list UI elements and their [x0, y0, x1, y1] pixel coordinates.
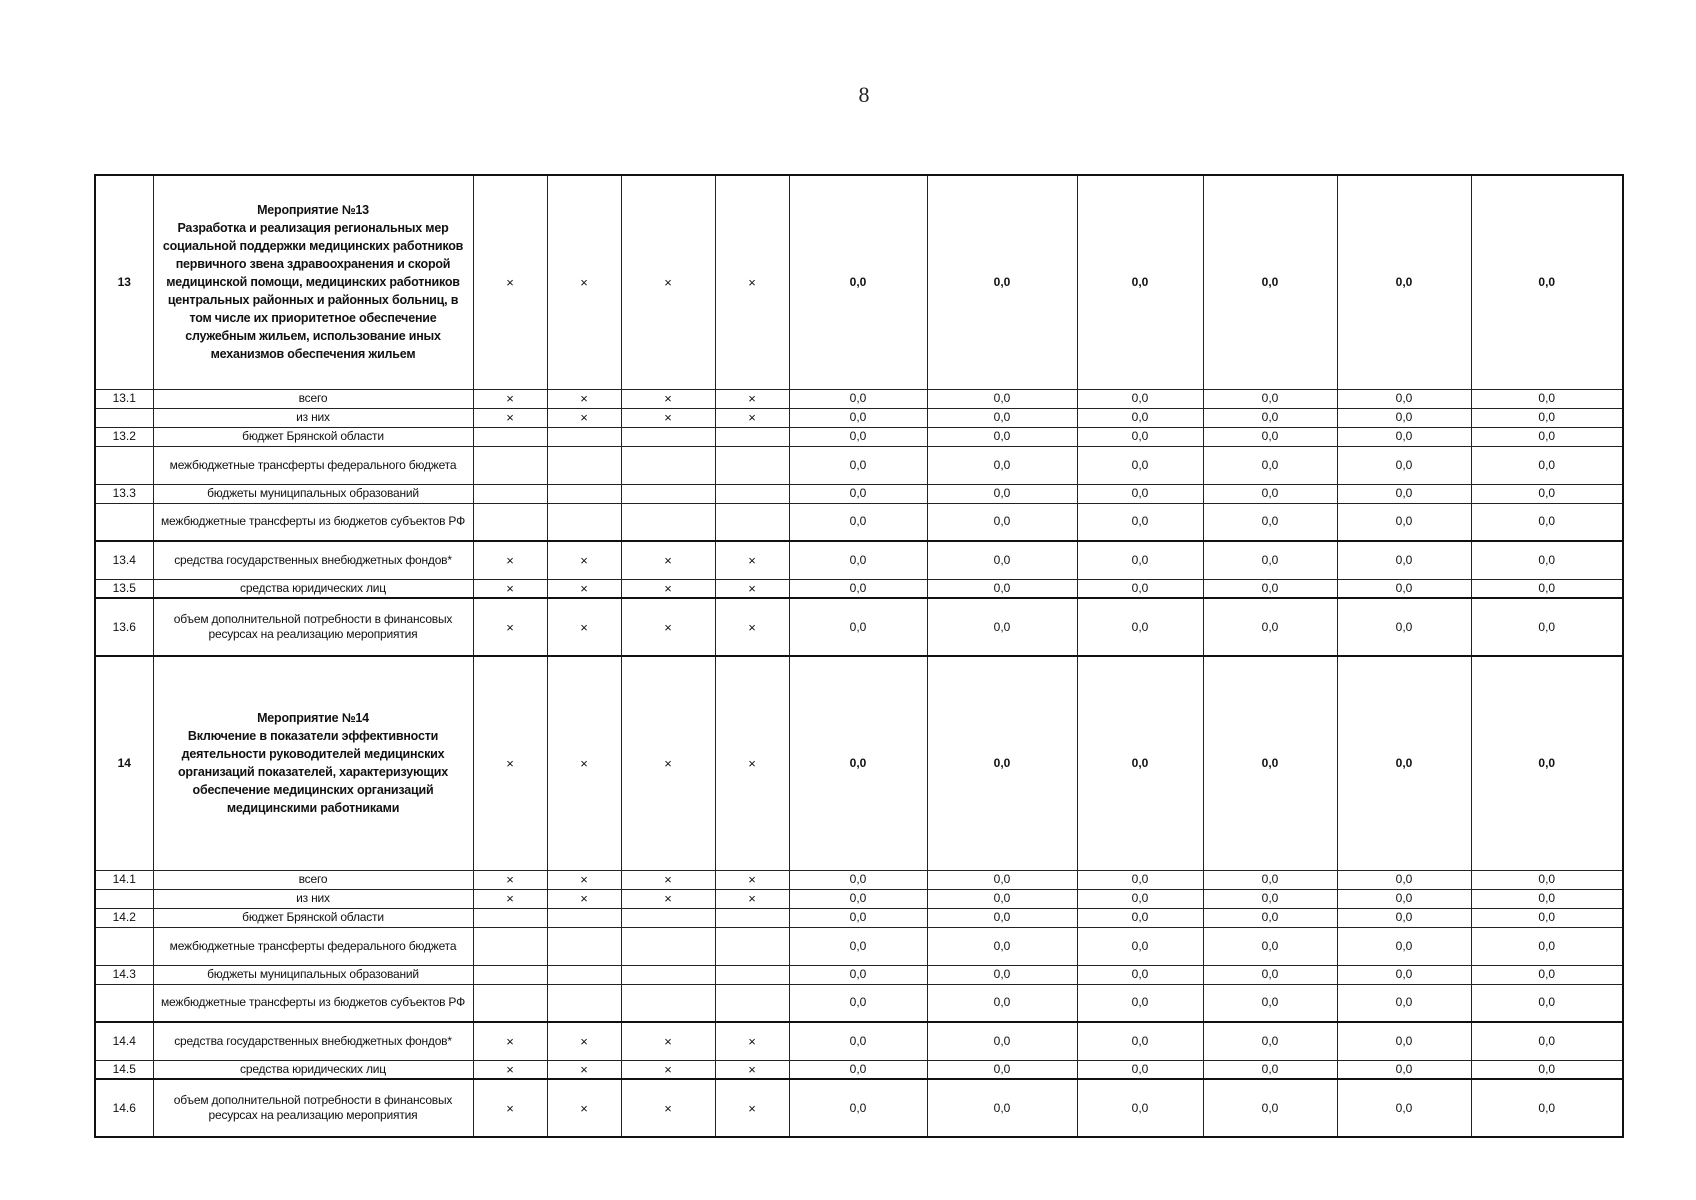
amount-cell: 0,0 [1471, 889, 1623, 908]
amount-cell: 0,0 [1337, 408, 1471, 427]
table-row [95, 1060, 1623, 1079]
amount-cell: 0,0 [1203, 908, 1337, 927]
table-row [95, 427, 1623, 446]
funding-source-label: средства юридических лиц [153, 1060, 473, 1079]
amount-cell: 0,0 [789, 889, 927, 908]
not-applicable-mark: × [547, 870, 621, 889]
not-applicable-mark [621, 927, 715, 965]
amount-cell: 0,0 [789, 927, 927, 965]
funding-source-label: бюджет Брянской области [153, 908, 473, 927]
amount-cell: 0,0 [1077, 870, 1203, 889]
amount-cell: 0,0 [1471, 965, 1623, 984]
not-applicable-mark: × [473, 1079, 547, 1137]
not-applicable-mark: × [473, 656, 547, 870]
funding-source-label: бюджеты муниципальных образований [153, 484, 473, 503]
amount-cell: 0,0 [1203, 484, 1337, 503]
amount-cell: 0,0 [789, 408, 927, 427]
row-number: 14 [95, 656, 153, 870]
amount-cell: 0,0 [927, 503, 1077, 541]
amount-cell: 0,0 [1077, 1079, 1203, 1137]
not-applicable-mark [547, 908, 621, 927]
amount-cell: 0,0 [1471, 446, 1623, 484]
amount-cell: 0,0 [1337, 427, 1471, 446]
not-applicable-mark [621, 908, 715, 927]
amount-cell: 0,0 [1077, 446, 1203, 484]
amount-cell: 0,0 [927, 889, 1077, 908]
amount-cell: 0,0 [1471, 427, 1623, 446]
row-number: 14.1 [95, 870, 153, 889]
row-number: 14.3 [95, 965, 153, 984]
amount-cell: 0,0 [1203, 1022, 1337, 1060]
not-applicable-mark: × [473, 889, 547, 908]
table-body [95, 175, 1623, 1137]
amount-cell: 0,0 [1337, 598, 1471, 656]
not-applicable-mark: × [715, 1022, 789, 1060]
not-applicable-mark: × [621, 1079, 715, 1137]
funding-source-label: межбюджетные трансферты из бюджетов субъектов РФ [153, 503, 473, 541]
not-applicable-mark: × [473, 408, 547, 427]
not-applicable-mark [473, 503, 547, 541]
amount-cell: 0,0 [789, 1079, 927, 1137]
table-row [95, 984, 1623, 1022]
amount-cell: 0,0 [789, 427, 927, 446]
amount-cell: 0,0 [927, 484, 1077, 503]
not-applicable-mark [621, 503, 715, 541]
amount-cell: 0,0 [1337, 541, 1471, 579]
budget-table [94, 174, 1624, 1138]
table-row [95, 503, 1623, 541]
amount-cell: 0,0 [1077, 984, 1203, 1022]
not-applicable-mark: × [473, 870, 547, 889]
amount-cell: 0,0 [789, 503, 927, 541]
amount-cell: 0,0 [1471, 1060, 1623, 1079]
amount-cell: 0,0 [1077, 503, 1203, 541]
not-applicable-mark: × [473, 1060, 547, 1079]
activity-header-row [95, 175, 1623, 389]
amount-cell: 0,0 [1203, 503, 1337, 541]
table-row [95, 389, 1623, 408]
amount-cell: 0,0 [1077, 598, 1203, 656]
not-applicable-mark: × [715, 1079, 789, 1137]
amount-cell: 0,0 [1203, 965, 1337, 984]
funding-source-label: всего [153, 389, 473, 408]
not-applicable-mark: × [621, 408, 715, 427]
amount-cell: 0,0 [1203, 408, 1337, 427]
amount-cell: 0,0 [789, 598, 927, 656]
not-applicable-mark: × [547, 389, 621, 408]
not-applicable-mark: × [621, 175, 715, 389]
amount-cell: 0,0 [1203, 175, 1337, 389]
amount-cell: 0,0 [1203, 870, 1337, 889]
amount-cell: 0,0 [927, 656, 1077, 870]
not-applicable-mark: × [621, 1060, 715, 1079]
row-number [95, 889, 153, 908]
not-applicable-mark: × [715, 389, 789, 408]
table-row [95, 446, 1623, 484]
not-applicable-mark: × [715, 175, 789, 389]
row-number: 14.5 [95, 1060, 153, 1079]
table-row [95, 541, 1623, 579]
row-number: 13 [95, 175, 153, 389]
table-row [95, 598, 1623, 656]
not-applicable-mark: × [715, 598, 789, 656]
not-applicable-mark [547, 965, 621, 984]
page-number: 8 [858, 82, 870, 107]
amount-cell: 0,0 [1077, 889, 1203, 908]
amount-cell: 0,0 [1337, 927, 1471, 965]
amount-cell: 0,0 [927, 389, 1077, 408]
amount-cell: 0,0 [789, 579, 927, 598]
amount-cell: 0,0 [1471, 1022, 1623, 1060]
amount-cell: 0,0 [927, 598, 1077, 656]
not-applicable-mark: × [547, 889, 621, 908]
not-applicable-mark [547, 927, 621, 965]
not-applicable-mark: × [547, 175, 621, 389]
amount-cell: 0,0 [1337, 175, 1471, 389]
amount-cell: 0,0 [927, 541, 1077, 579]
not-applicable-mark: × [621, 579, 715, 598]
amount-cell: 0,0 [1077, 389, 1203, 408]
amount-cell: 0,0 [927, 870, 1077, 889]
amount-cell: 0,0 [927, 1022, 1077, 1060]
not-applicable-mark [473, 927, 547, 965]
amount-cell: 0,0 [1471, 908, 1623, 927]
funding-source-label: межбюджетные трансферты федерального бюджета [153, 446, 473, 484]
amount-cell: 0,0 [1337, 656, 1471, 870]
activity-header-row [95, 656, 1623, 870]
not-applicable-mark: × [473, 579, 547, 598]
amount-cell: 0,0 [789, 870, 927, 889]
amount-cell: 0,0 [1337, 889, 1471, 908]
amount-cell: 0,0 [1337, 446, 1471, 484]
amount-cell: 0,0 [1077, 927, 1203, 965]
not-applicable-mark: × [621, 389, 715, 408]
amount-cell: 0,0 [927, 175, 1077, 389]
funding-source-label: бюджет Брянской области [153, 427, 473, 446]
not-applicable-mark [547, 984, 621, 1022]
amount-cell: 0,0 [1077, 408, 1203, 427]
amount-cell: 0,0 [1337, 503, 1471, 541]
not-applicable-mark: × [547, 408, 621, 427]
amount-cell: 0,0 [789, 965, 927, 984]
amount-cell: 0,0 [1471, 503, 1623, 541]
amount-cell: 0,0 [1471, 927, 1623, 965]
not-applicable-mark [473, 446, 547, 484]
not-applicable-mark [715, 484, 789, 503]
row-number: 13.6 [95, 598, 153, 656]
amount-cell: 0,0 [1337, 484, 1471, 503]
amount-cell: 0,0 [1203, 889, 1337, 908]
amount-cell: 0,0 [1203, 656, 1337, 870]
not-applicable-mark [715, 908, 789, 927]
amount-cell: 0,0 [927, 408, 1077, 427]
not-applicable-mark [547, 484, 621, 503]
row-number: 14.6 [95, 1079, 153, 1137]
amount-cell: 0,0 [1203, 927, 1337, 965]
funding-source-label: средства юридических лиц [153, 579, 473, 598]
row-number [95, 984, 153, 1022]
amount-cell: 0,0 [1077, 656, 1203, 870]
funding-source-label: средства государственных внебюджетных фондов* [153, 541, 473, 579]
not-applicable-mark: × [547, 579, 621, 598]
amount-cell: 0,0 [1077, 1022, 1203, 1060]
not-applicable-mark: × [715, 889, 789, 908]
not-applicable-mark [547, 427, 621, 446]
amount-cell: 0,0 [927, 927, 1077, 965]
funding-source-label: объем дополнительной потребности в финансовых ресурсах на реализацию мероприятия [153, 1079, 473, 1137]
funding-source-label: из них [153, 889, 473, 908]
table-row [95, 1022, 1623, 1060]
amount-cell: 0,0 [789, 1060, 927, 1079]
row-number: 13.5 [95, 579, 153, 598]
amount-cell: 0,0 [1471, 484, 1623, 503]
not-applicable-mark: × [621, 541, 715, 579]
amount-cell: 0,0 [1337, 965, 1471, 984]
not-applicable-mark: × [473, 175, 547, 389]
not-applicable-mark [473, 984, 547, 1022]
row-number [95, 503, 153, 541]
not-applicable-mark: × [715, 579, 789, 598]
amount-cell: 0,0 [1077, 427, 1203, 446]
amount-cell: 0,0 [1077, 965, 1203, 984]
row-number: 13.4 [95, 541, 153, 579]
amount-cell: 0,0 [789, 484, 927, 503]
amount-cell: 0,0 [789, 908, 927, 927]
not-applicable-mark: × [547, 1060, 621, 1079]
amount-cell: 0,0 [1203, 598, 1337, 656]
not-applicable-mark: × [547, 1079, 621, 1137]
not-applicable-mark [715, 427, 789, 446]
amount-cell: 0,0 [927, 446, 1077, 484]
amount-cell: 0,0 [1471, 1079, 1623, 1137]
amount-cell: 0,0 [1203, 579, 1337, 598]
amount-cell: 0,0 [789, 1022, 927, 1060]
amount-cell: 0,0 [1203, 984, 1337, 1022]
not-applicable-mark [473, 484, 547, 503]
amount-cell: 0,0 [789, 656, 927, 870]
amount-cell: 0,0 [1203, 1060, 1337, 1079]
row-number: 13.3 [95, 484, 153, 503]
not-applicable-mark: × [715, 541, 789, 579]
not-applicable-mark: × [715, 656, 789, 870]
amount-cell: 0,0 [1337, 1079, 1471, 1137]
not-applicable-mark: × [547, 598, 621, 656]
row-number: 13.1 [95, 389, 153, 408]
not-applicable-mark: × [621, 1022, 715, 1060]
amount-cell: 0,0 [1077, 175, 1203, 389]
amount-cell: 0,0 [1203, 446, 1337, 484]
table-row [95, 579, 1623, 598]
amount-cell: 0,0 [1077, 908, 1203, 927]
not-applicable-mark: × [547, 541, 621, 579]
amount-cell: 0,0 [789, 446, 927, 484]
amount-cell: 0,0 [1203, 427, 1337, 446]
not-applicable-mark: × [621, 656, 715, 870]
table-row [95, 908, 1623, 927]
not-applicable-mark [473, 908, 547, 927]
funding-source-label: средства государственных внебюджетных фондов* [153, 1022, 473, 1060]
amount-cell: 0,0 [1471, 579, 1623, 598]
funding-source-label: бюджеты муниципальных образований [153, 965, 473, 984]
not-applicable-mark: × [621, 870, 715, 889]
not-applicable-mark [473, 427, 547, 446]
amount-cell: 0,0 [927, 984, 1077, 1022]
amount-cell: 0,0 [1077, 541, 1203, 579]
amount-cell: 0,0 [1203, 389, 1337, 408]
table-row [95, 927, 1623, 965]
amount-cell: 0,0 [1337, 908, 1471, 927]
not-applicable-mark [621, 484, 715, 503]
amount-cell: 0,0 [1471, 870, 1623, 889]
not-applicable-mark [547, 446, 621, 484]
amount-cell: 0,0 [1471, 408, 1623, 427]
row-number [95, 408, 153, 427]
amount-cell: 0,0 [789, 389, 927, 408]
amount-cell: 0,0 [927, 908, 1077, 927]
row-number [95, 446, 153, 484]
amount-cell: 0,0 [1337, 389, 1471, 408]
activity-title: Мероприятие №14 Включение в показатели эффективности деятельности руководителей медицинских организаций показателей, характеризующих обеспечение медицинских организаций медицинскими работниками [153, 656, 473, 870]
not-applicable-mark [621, 984, 715, 1022]
amount-cell: 0,0 [927, 579, 1077, 598]
not-applicable-mark: × [715, 408, 789, 427]
amount-cell: 0,0 [1077, 1060, 1203, 1079]
row-number: 14.4 [95, 1022, 153, 1060]
not-applicable-mark: × [473, 541, 547, 579]
not-applicable-mark: × [715, 870, 789, 889]
not-applicable-mark [715, 984, 789, 1022]
amount-cell: 0,0 [1077, 579, 1203, 598]
amount-cell: 0,0 [789, 175, 927, 389]
row-number: 14.2 [95, 908, 153, 927]
not-applicable-mark: × [473, 1022, 547, 1060]
amount-cell: 0,0 [1337, 984, 1471, 1022]
amount-cell: 0,0 [1471, 598, 1623, 656]
not-applicable-mark: × [621, 889, 715, 908]
amount-cell: 0,0 [927, 427, 1077, 446]
row-number [95, 927, 153, 965]
funding-source-label: из них [153, 408, 473, 427]
not-applicable-mark [547, 503, 621, 541]
amount-cell: 0,0 [1203, 1079, 1337, 1137]
amount-cell: 0,0 [1471, 656, 1623, 870]
table-row [95, 484, 1623, 503]
amount-cell: 0,0 [1077, 484, 1203, 503]
funding-source-label: межбюджетные трансферты из бюджетов субъектов РФ [153, 984, 473, 1022]
amount-cell: 0,0 [1471, 541, 1623, 579]
amount-cell: 0,0 [927, 965, 1077, 984]
table-row [95, 1079, 1623, 1137]
table-row [95, 870, 1623, 889]
not-applicable-mark: × [547, 656, 621, 870]
not-applicable-mark: × [621, 598, 715, 656]
not-applicable-mark [621, 446, 715, 484]
not-applicable-mark: × [473, 598, 547, 656]
row-number: 13.2 [95, 427, 153, 446]
amount-cell: 0,0 [1203, 541, 1337, 579]
table-row [95, 889, 1623, 908]
not-applicable-mark [473, 965, 547, 984]
not-applicable-mark [621, 965, 715, 984]
not-applicable-mark [715, 965, 789, 984]
funding-source-label: объем дополнительной потребности в финансовых ресурсах на реализацию мероприятия [153, 598, 473, 656]
amount-cell: 0,0 [789, 984, 927, 1022]
not-applicable-mark: × [715, 1060, 789, 1079]
not-applicable-mark [715, 446, 789, 484]
not-applicable-mark: × [547, 1022, 621, 1060]
not-applicable-mark [715, 503, 789, 541]
amount-cell: 0,0 [1337, 870, 1471, 889]
amount-cell: 0,0 [1337, 1022, 1471, 1060]
amount-cell: 0,0 [927, 1079, 1077, 1137]
amount-cell: 0,0 [789, 541, 927, 579]
amount-cell: 0,0 [1471, 389, 1623, 408]
amount-cell: 0,0 [1471, 175, 1623, 389]
amount-cell: 0,0 [1337, 579, 1471, 598]
table-row [95, 965, 1623, 984]
amount-cell: 0,0 [927, 1060, 1077, 1079]
activity-title: Мероприятие №13 Разработка и реализация региональных мер социальной поддержки медицинских работников первичного звена здравоохранения и скорой медицинской помощи, медицинских работников центральных районных и районных больниц, в том числе их приоритетное обеспечение служебным жильем, использование иных механизмов обеспечения жильем [153, 175, 473, 389]
not-applicable-mark [715, 927, 789, 965]
funding-source-label: межбюджетные трансферты федерального бюджета [153, 927, 473, 965]
funding-source-label: всего [153, 870, 473, 889]
table-row [95, 408, 1623, 427]
amount-cell: 0,0 [1337, 1060, 1471, 1079]
not-applicable-mark [621, 427, 715, 446]
amount-cell: 0,0 [1471, 984, 1623, 1022]
not-applicable-mark: × [473, 389, 547, 408]
